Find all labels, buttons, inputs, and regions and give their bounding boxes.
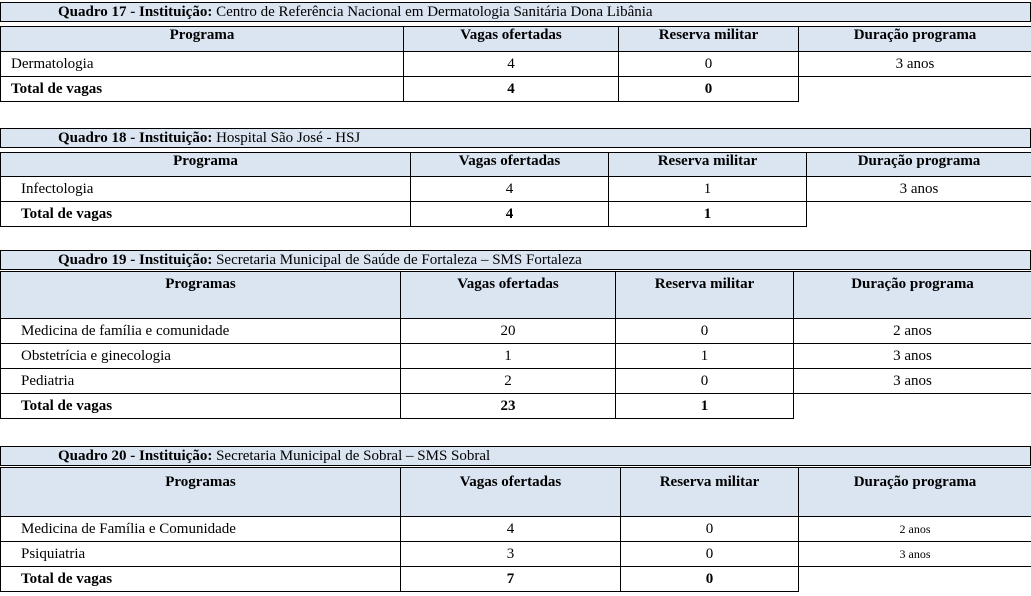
cell-duracao: 3 anos [807, 177, 1031, 202]
table-row [1, 344, 1031, 369]
cell-reserva: 0 [621, 542, 799, 567]
blank-cell [807, 202, 1031, 227]
total-label: Total de vagas [1, 202, 411, 227]
cell-vagas: 4 [404, 52, 619, 77]
cell-duracao: 3 anos [794, 369, 1031, 394]
cell-reserva: 0 [616, 319, 794, 344]
cell-reserva: 0 [619, 52, 799, 77]
quadro19-institution: Secretaria Municipal de Saúde de Fortaleza – SMS Fortaleza [216, 252, 582, 268]
quadro18-table [0, 152, 1031, 227]
quadro20-table [0, 467, 1031, 592]
quadro17-title [0, 2, 1031, 22]
cell-duracao: 3 anos [799, 52, 1031, 77]
quadro20-institution: Secretaria Municipal de Sobral – SMS Sobral [216, 448, 491, 464]
quadro17-institution: Centro de Referência Nacional em Dermatologia Sanitária Dona Libânia [216, 4, 653, 20]
quadro19-table [0, 271, 1031, 419]
total-reserva: 0 [619, 77, 799, 102]
cell-duracao: 2 anos [799, 517, 1031, 542]
header-vagas: Vagas ofertadas [401, 468, 621, 517]
table-row [1, 177, 1031, 202]
cell-reserva: 0 [616, 369, 794, 394]
total-reserva: 1 [616, 394, 794, 419]
header-programas: Programas [1, 272, 401, 319]
header-vagas: Vagas ofertadas [411, 153, 609, 177]
quadro18-header-row [1, 153, 1031, 177]
total-vagas: 4 [411, 202, 609, 227]
total-reserva: 0 [621, 567, 799, 592]
total-row [1, 202, 1031, 227]
header-reserva: Reserva militar [619, 27, 799, 52]
total-label: Total de vagas [1, 567, 401, 592]
quadro17-header-row [1, 27, 1031, 52]
total-row [1, 77, 1031, 102]
total-label: Total de vagas [1, 394, 401, 419]
header-reserva: Reserva militar [621, 468, 799, 517]
header-vagas: Vagas ofertadas [404, 27, 619, 52]
total-vagas: 4 [404, 77, 619, 102]
cell-vagas: 4 [401, 517, 621, 542]
quadro20-title [0, 446, 1031, 466]
total-row [1, 567, 1031, 592]
cell-programa: Psiquiatria [1, 542, 401, 567]
cell-programa: Pediatria [1, 369, 401, 394]
cell-programa: Dermatologia [1, 52, 404, 77]
header-programa: Programa [1, 27, 404, 52]
table-row [1, 517, 1031, 542]
blank-cell [799, 567, 1031, 592]
cell-reserva: 1 [616, 344, 794, 369]
quadro19-title [0, 250, 1031, 270]
blank-cell [794, 394, 1031, 419]
cell-duracao: 2 anos [794, 319, 1031, 344]
header-programas: Programas [1, 468, 401, 517]
blank-cell [799, 77, 1031, 102]
header-duracao: Duração programa [799, 468, 1031, 517]
cell-programa: Medicina de família e comunidade [1, 319, 401, 344]
quadro18-title-prefix: Quadro 18 - Instituição: [58, 130, 213, 146]
cell-duracao: 3 anos [794, 344, 1031, 369]
cell-programa: Medicina de Família e Comunidade [1, 517, 401, 542]
cell-vagas: 3 [401, 542, 621, 567]
header-duracao: Duração programa [794, 272, 1031, 319]
quadro20-title-prefix: Quadro 20 - Instituição: [58, 448, 213, 464]
header-duracao: Duração programa [807, 153, 1031, 177]
quadro20-header-row [1, 468, 1031, 517]
total-row [1, 394, 1031, 419]
header-reserva: Reserva militar [616, 272, 794, 319]
quadro18-institution: Hospital São José - HSJ [216, 130, 361, 146]
quadro18-title [0, 128, 1031, 148]
total-reserva: 1 [609, 202, 807, 227]
cell-reserva: 0 [621, 517, 799, 542]
cell-programa: Obstetrícia e ginecologia [1, 344, 401, 369]
total-label: Total de vagas [1, 77, 404, 102]
cell-vagas: 1 [401, 344, 616, 369]
cell-programa: Infectologia [1, 177, 411, 202]
cell-vagas: 2 [401, 369, 616, 394]
table-row [1, 319, 1031, 344]
quadro19-header-row [1, 272, 1031, 319]
cell-vagas: 4 [411, 177, 609, 202]
quadro17-title-prefix: Quadro 17 - Instituição: [58, 4, 213, 20]
cell-reserva: 1 [609, 177, 807, 202]
cell-duracao: 3 anos [799, 542, 1031, 567]
header-reserva: Reserva militar [609, 153, 807, 177]
cell-vagas: 20 [401, 319, 616, 344]
header-programa: Programa [1, 153, 411, 177]
total-vagas: 7 [401, 567, 621, 592]
total-vagas: 23 [401, 394, 616, 419]
quadro17-table [0, 26, 1031, 102]
header-vagas: Vagas ofertadas [401, 272, 616, 319]
header-duracao: Duração programa [799, 27, 1031, 52]
table-row [1, 52, 1031, 77]
quadro19-title-prefix: Quadro 19 - Instituição: [58, 252, 213, 268]
table-row [1, 369, 1031, 394]
table-row [1, 542, 1031, 567]
